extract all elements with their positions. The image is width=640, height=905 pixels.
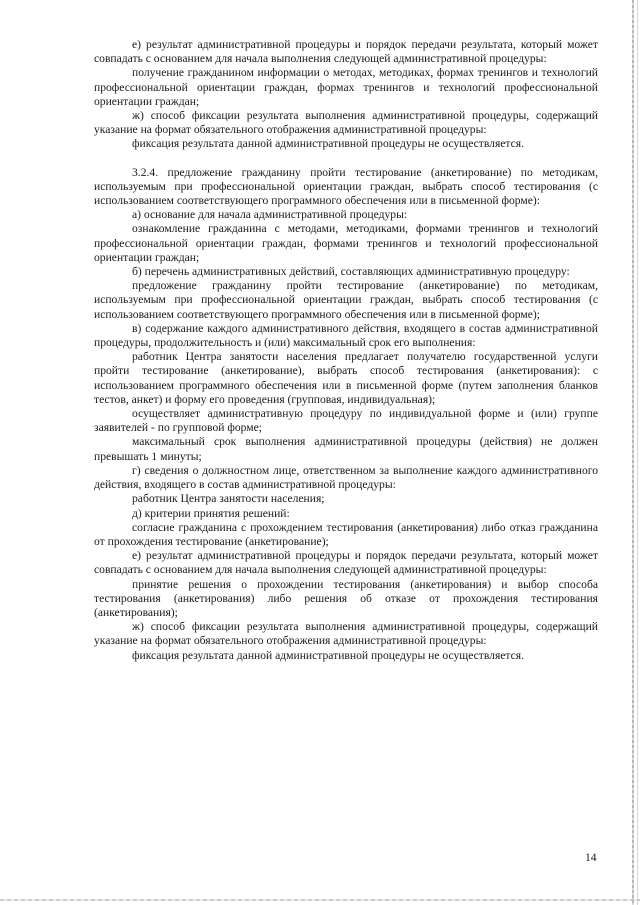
paragraph: г) сведения о должностном лице, ответственном за выполнение каждого административного действия, входящего в состав административной процедуры:	[94, 463, 598, 492]
document-body	[94, 38, 598, 663]
paragraph: е) результат административной процедуры и порядок передачи результата, который может совпадать с основанием для начала выполнения следующей административной процедуры:	[94, 549, 598, 577]
paragraph: фиксация результата данной административной процедуры не осуществляется.	[132, 648, 525, 662]
paragraph: б) перечень административных действий, составляющих административную процедуру:	[132, 265, 570, 279]
paragraph: принятие решения о прохождении тестирования (анкетирования) и выбор способа тестирования (анкетирования) либо решения об отказе от прохождения тестирования (анкетирования);	[94, 577, 598, 619]
paragraph: ж) способ фиксации результата выполнения административной процедуры, содержащий указание на формат обязательного отображения административной процедуры:	[94, 620, 598, 648]
scan-edge-right	[632, 0, 634, 905]
paragraph: а) основание для начала административной процедуры:	[132, 208, 408, 222]
page-number: 14	[585, 851, 597, 864]
section-heading-paragraph: 3.2.4. предложение гражданину пройти тестирование (анкетирование) по методикам, используемым при профессиональной ориентации граждан, выбрать способ тестирования (с использованием соответствующего программного обеспечения или в письменной форме):	[94, 165, 598, 208]
paragraph: осуществляет административную процедуру по индивидуальной форме и (или) группе заявителей - по групповой форме;	[94, 407, 598, 435]
paragraph: фиксация результата данной административной процедуры не осуществляется.	[132, 137, 525, 151]
paragraph: максимальный срок выполнения административной процедуры (действия) не должен превышать 1 минуты;	[94, 435, 598, 463]
paragraph: согласие гражданина с прохождением тестирования (анкетирования) либо отказ гражданина от прохождения тестирование (анкетирование);	[94, 520, 598, 548]
paragraph: ж) способ фиксации результата выполнения административной процедуры, содержащий указание на формат обязательного отображения административной процедуры:	[94, 109, 598, 137]
paragraph: получение гражданином информации о методах, методиках, формах тренингов и технологий профессиональной ориентации граждан, формах тренингов и технологий профессиональной ориентации граждан;	[94, 66, 598, 108]
scan-edge-bottom	[0, 899, 640, 901]
paragraph: работник Центра занятости населения;	[132, 492, 325, 506]
paragraph: д) критерии принятия решений:	[132, 506, 290, 520]
paragraph: в) содержание каждого административного действия, входящего в состав административной процедуры, продолжительность и (или) максимальный срок его выполнения:	[94, 321, 598, 350]
scan-edge-right-inner	[637, 0, 638, 905]
paragraph: предложение гражданину пройти тестирование (анкетирование) по методикам, используемым при профессиональной ориентации граждан, выбрать способ тестирования (с использованием соответствующего программного обеспечения или в письменной форме);	[94, 279, 598, 321]
paragraph: работник Центра занятости населения предлагает получателю государственной услуги пройти тестирование (анкетирование), выбрать способ тестирования (анкетирования): с использованием программного обеспечения или в письменной форме (путем заполнения бланков тестов, анкет) и форму его проведения (групповая, индивидуальная);	[94, 350, 598, 406]
paragraph: е) результат административной процедуры и порядок передачи результата, который может совпадать с основанием для начала выполнения следующей административной процедуры:	[94, 38, 598, 66]
paragraph: ознакомление гражданина с методами, методиками, формами тренингов и технологий профессиональной ориентации граждан, формами тренингов и технологий профессиональной ориентации граждан;	[94, 222, 598, 264]
